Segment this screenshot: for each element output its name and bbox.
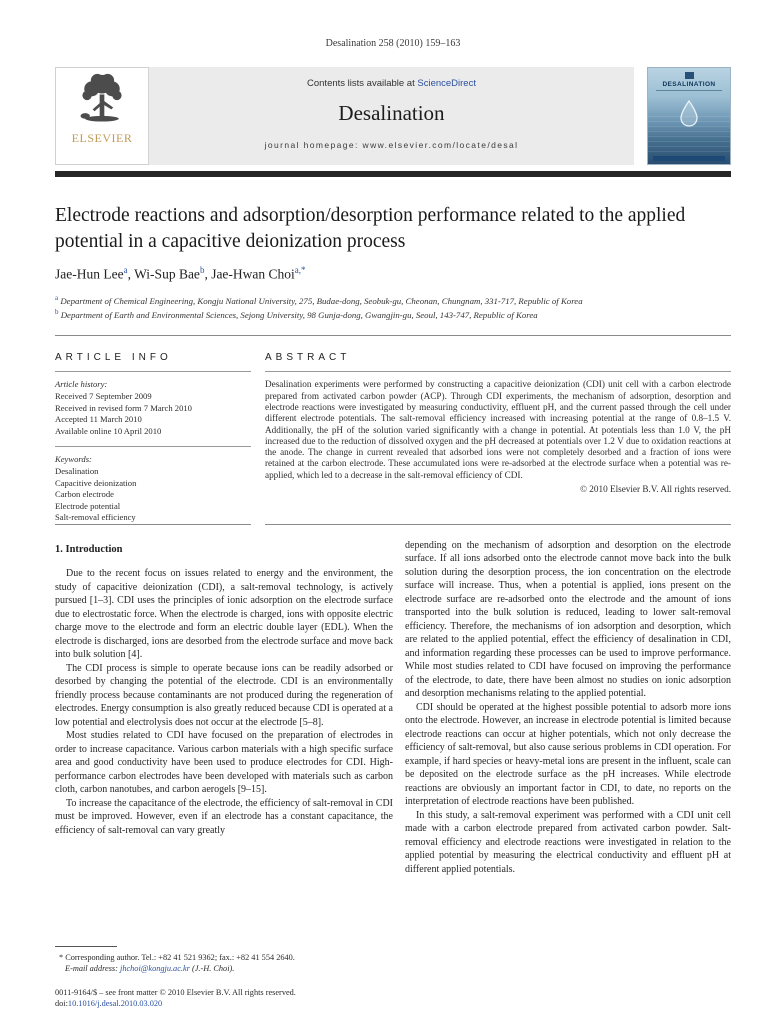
keyword: Capacitive deionization	[55, 477, 137, 488]
abstract-column	[265, 346, 731, 525]
journal-homepage-link[interactable]: journal homepage: www.elsevier.com/locate/desal	[264, 140, 519, 150]
affiliation-sup: b	[55, 308, 59, 317]
footnote-divider	[55, 946, 117, 947]
corresponding-author-footnote	[55, 946, 393, 974]
history-item: Received 7 September 2009	[55, 390, 152, 401]
divider	[55, 446, 251, 447]
footnote-line	[55, 952, 393, 963]
author: Jae-Hun Lee	[55, 266, 124, 282]
abstract-text: Desalination experiments were performed by constructing a capacitive deionization (CDI) unit cell with a carbon electrode prepared from activated carbon powder (ACP). Through CDI experiments, the mechanism of adsorption, desorption and electrode reactions were investigated by measuring conductivity, effluent pH, and the current passed through the cell under different electrode potentials. The salt-removal efficiency increased with increasing potential at the range of 0.8–1.5 V. Additionally, the pH of the solution varied significantly with a change in potential. At potentials less than 1.0 V, the pH increased due to the reduction of dissolved oxygen and the pH decreased at potentials over 1.2 V due to oxidation reactions at the anode. The change in current revealed that adsorbed ions were not completely desorbed and a fraction of ions were retained at the carbon electrode. These accumulated ions were re-adsorbed at the electrode surface when a potential was re-applied, which led to a decrease in the salt-removal efficiency of CDI.	[265, 379, 731, 480]
section-heading-introduction: 1. Introduction	[55, 543, 123, 555]
footnote-email-line	[55, 963, 393, 974]
email-link[interactable]: jhchoi@kongju.ac.kr	[120, 963, 190, 973]
divider	[55, 335, 731, 336]
keyword: Desalination	[55, 465, 99, 476]
affiliation-line	[55, 292, 731, 307]
issn-doi-block	[55, 987, 393, 1009]
divider	[265, 371, 731, 372]
body-left-column	[55, 539, 393, 1009]
cover-sea-texture	[648, 116, 730, 156]
keyword: Electrode potential	[55, 500, 121, 511]
issn-line: 0011-9164/$ – see front matter © 2010 Elsevier B.V. All rights reserved.	[55, 987, 296, 997]
keyword: Salt-removal efficiency	[55, 512, 136, 523]
body-paragraph: To increase the capacitance of the electrode, the efficiency of salt-removal in CDI must be improved. However, even if an electrode has a constant capacitance, the efficiency of salt-removal can vary greatly	[55, 797, 394, 836]
affiliation-sup: a	[55, 293, 59, 302]
body-paragraph: depending on the mechanism of adsorption and desorption on the electrode surface. If all ions adsorbed onto the electrode cannot move back into the bulk solution during the desorption process, the ion concentration on the electrode surface will increase. Thus, when a potential is applied, ions present on the electrode surface are re-adsorbed onto the electrode and the amount of ions transported into the bulk solution is reduced, leading to lower salt-removal efficiency. Therefore, the mechanisms of ion adsorption and desorption, which are related to the applied potential, effect the efficiency of desalination in CDI, and information regarding these processes can be used to improve performance. While most studies related to CDI have focused on improving the performance of the electrode, to date, there have been almost no studies on ionic adsorption and desorption mechanisms relating to the applied potential.	[405, 539, 731, 700]
body-paragraph: CDI should be operated at the highest possible potential to adsorb more ions onto the electrode. However, an increase in electrode potential is limited because electrode reactions can occur at higher potentials, which not only decrease the efficiency of salt-removal, but also cause serious problems in CDI operation. For example, if hard species or heavy-metal ions are present in the influent, scale can be deposited on the electrode surface as the pH increases. While electrode reactions are obviously an important factor in CDI, to date, no reports on the interpretation of electrode reactions have been published.	[405, 701, 731, 808]
cover-logo-mark	[685, 72, 694, 79]
article-info-column	[55, 346, 251, 525]
history-item: Received in revised form 7 March 2010	[55, 402, 192, 413]
doi-line	[55, 998, 393, 1009]
abstract-heading: ABSTRACT	[265, 352, 351, 364]
affiliation-text: Department of Chemical Engineering, Kongju National University, 275, Budae-dong, Seobuk-gu, Cheonan, Chungnam, 331-717, Republic of Korea	[60, 295, 583, 306]
contents-line	[149, 78, 634, 89]
doi-link[interactable]: 10.1016/j.desal.2010.03.020	[67, 998, 163, 1008]
keyword: Carbon electrode	[55, 489, 114, 500]
author-separator: ,	[127, 266, 131, 282]
copyright-line: © 2010 Elsevier B.V. All rights reserved.	[580, 484, 731, 495]
sciencedirect-link[interactable]: ScienceDirect	[417, 78, 476, 89]
journal-ref: Desalination 258 (2010) 159–163	[325, 38, 461, 49]
header-divider-bar	[55, 171, 731, 177]
journal-banner	[149, 67, 634, 165]
author-affiliation-sup[interactable]: a,*	[294, 265, 306, 275]
history-label: Article history:	[55, 379, 108, 390]
email-suffix: (J.-H. Choi).	[191, 963, 235, 973]
author-affiliation-sup[interactable]: b	[199, 265, 205, 275]
article-body	[55, 539, 731, 1009]
author-separator: ,	[204, 266, 208, 282]
history-item: Accepted 11 March 2010	[55, 414, 142, 425]
footnote-marker: *	[59, 952, 64, 962]
body-paragraph: The CDI process is simple to operate because ions can be readily adsorbed or desorbed by changing the potential of the electrode. CDI is an environmentally friendly process because contaminants are not produced during the regeneration of electrodes. Energy consumption is also greatly reduced because CDI is operated at a low potential and electrolysis does not occur at the electrode [5–8].	[55, 662, 393, 728]
author: Jae-Hwan Choi	[211, 266, 295, 282]
info-abstract-section	[55, 346, 731, 525]
article-info-heading: ARTICLE INFO	[55, 352, 172, 364]
body-right-column	[405, 539, 731, 1009]
footnote-text: Corresponding author. Tel.: +82 41 521 9362; fax.: +82 41 554 2640.	[65, 952, 295, 962]
author-line	[55, 265, 731, 283]
body-paragraph: Due to the recent focus on issues related to energy and the environment, the study of capacitive deionization (CDI), a salt-removal technology, is actively pursued [1–3]. CDI uses the principles of ionic adsorption on the electrode surface due to electrostatic force. When the electrode is charged, ions with opposite electric charge move to the electrode and form an electric double layer (EDL). When the electrode is discharged, ions are desorbed from the electrode surface and move back into bulk solution [4].	[55, 568, 393, 661]
cover-subtitle-line	[656, 90, 722, 91]
author-affiliation-sup[interactable]: a	[123, 265, 128, 275]
page-title: Electrode reactions and adsorption/desorption performance related to the applied potential in a capacitive deionization process	[55, 205, 686, 252]
contents-line-text: Contents lists available at	[307, 78, 418, 89]
divider	[55, 371, 251, 372]
body-paragraph: In this study, a salt-removal experiment was performed with a CDI unit cell made with a carbon electrode prepared from activated carbon powder. Salt-removal efficiency and electrode reactions were investigated in relation to the applied potential by measuring the electrical conductivity and effluent pH at different applied potentials.	[405, 809, 731, 875]
affiliation-line	[55, 306, 731, 321]
cover-bottom-bar	[653, 156, 725, 161]
journal-header	[55, 67, 731, 165]
keywords-label: Keywords:	[55, 454, 92, 465]
author: Wi-Sup Bae	[134, 266, 200, 282]
cover-title: DESALINATION	[662, 81, 716, 88]
body-paragraph: Most studies related to CDI have focused on the preparation of electrodes in order to increase capacitance. Various carbon materials with a high specific surface area and good conductivity have been used to produce electrodes for CDI. High-performance carbon electrodes have been developed with materials such as carbon cloth, carbon nanotubes, and carbon aerogels [9–15].	[55, 730, 393, 796]
history-item: Available online 10 April 2010	[55, 425, 162, 436]
journal-cover	[647, 67, 731, 165]
elsevier-wordmark: ELSEVIER	[71, 131, 133, 145]
affiliations	[55, 292, 731, 322]
journal-title: Desalination	[338, 101, 445, 125]
elsevier-tree-icon	[74, 72, 130, 130]
affiliation-text: Department of Earth and Environmental Sciences, Sejong University, 98 Gunja-dong, Gwangjin-gu, Seoul, 143-747, Republic of Korea	[60, 310, 538, 321]
elsevier-logo	[55, 67, 149, 165]
doi-label: doi:	[55, 998, 68, 1008]
email-label: E-mail address:	[65, 963, 118, 973]
